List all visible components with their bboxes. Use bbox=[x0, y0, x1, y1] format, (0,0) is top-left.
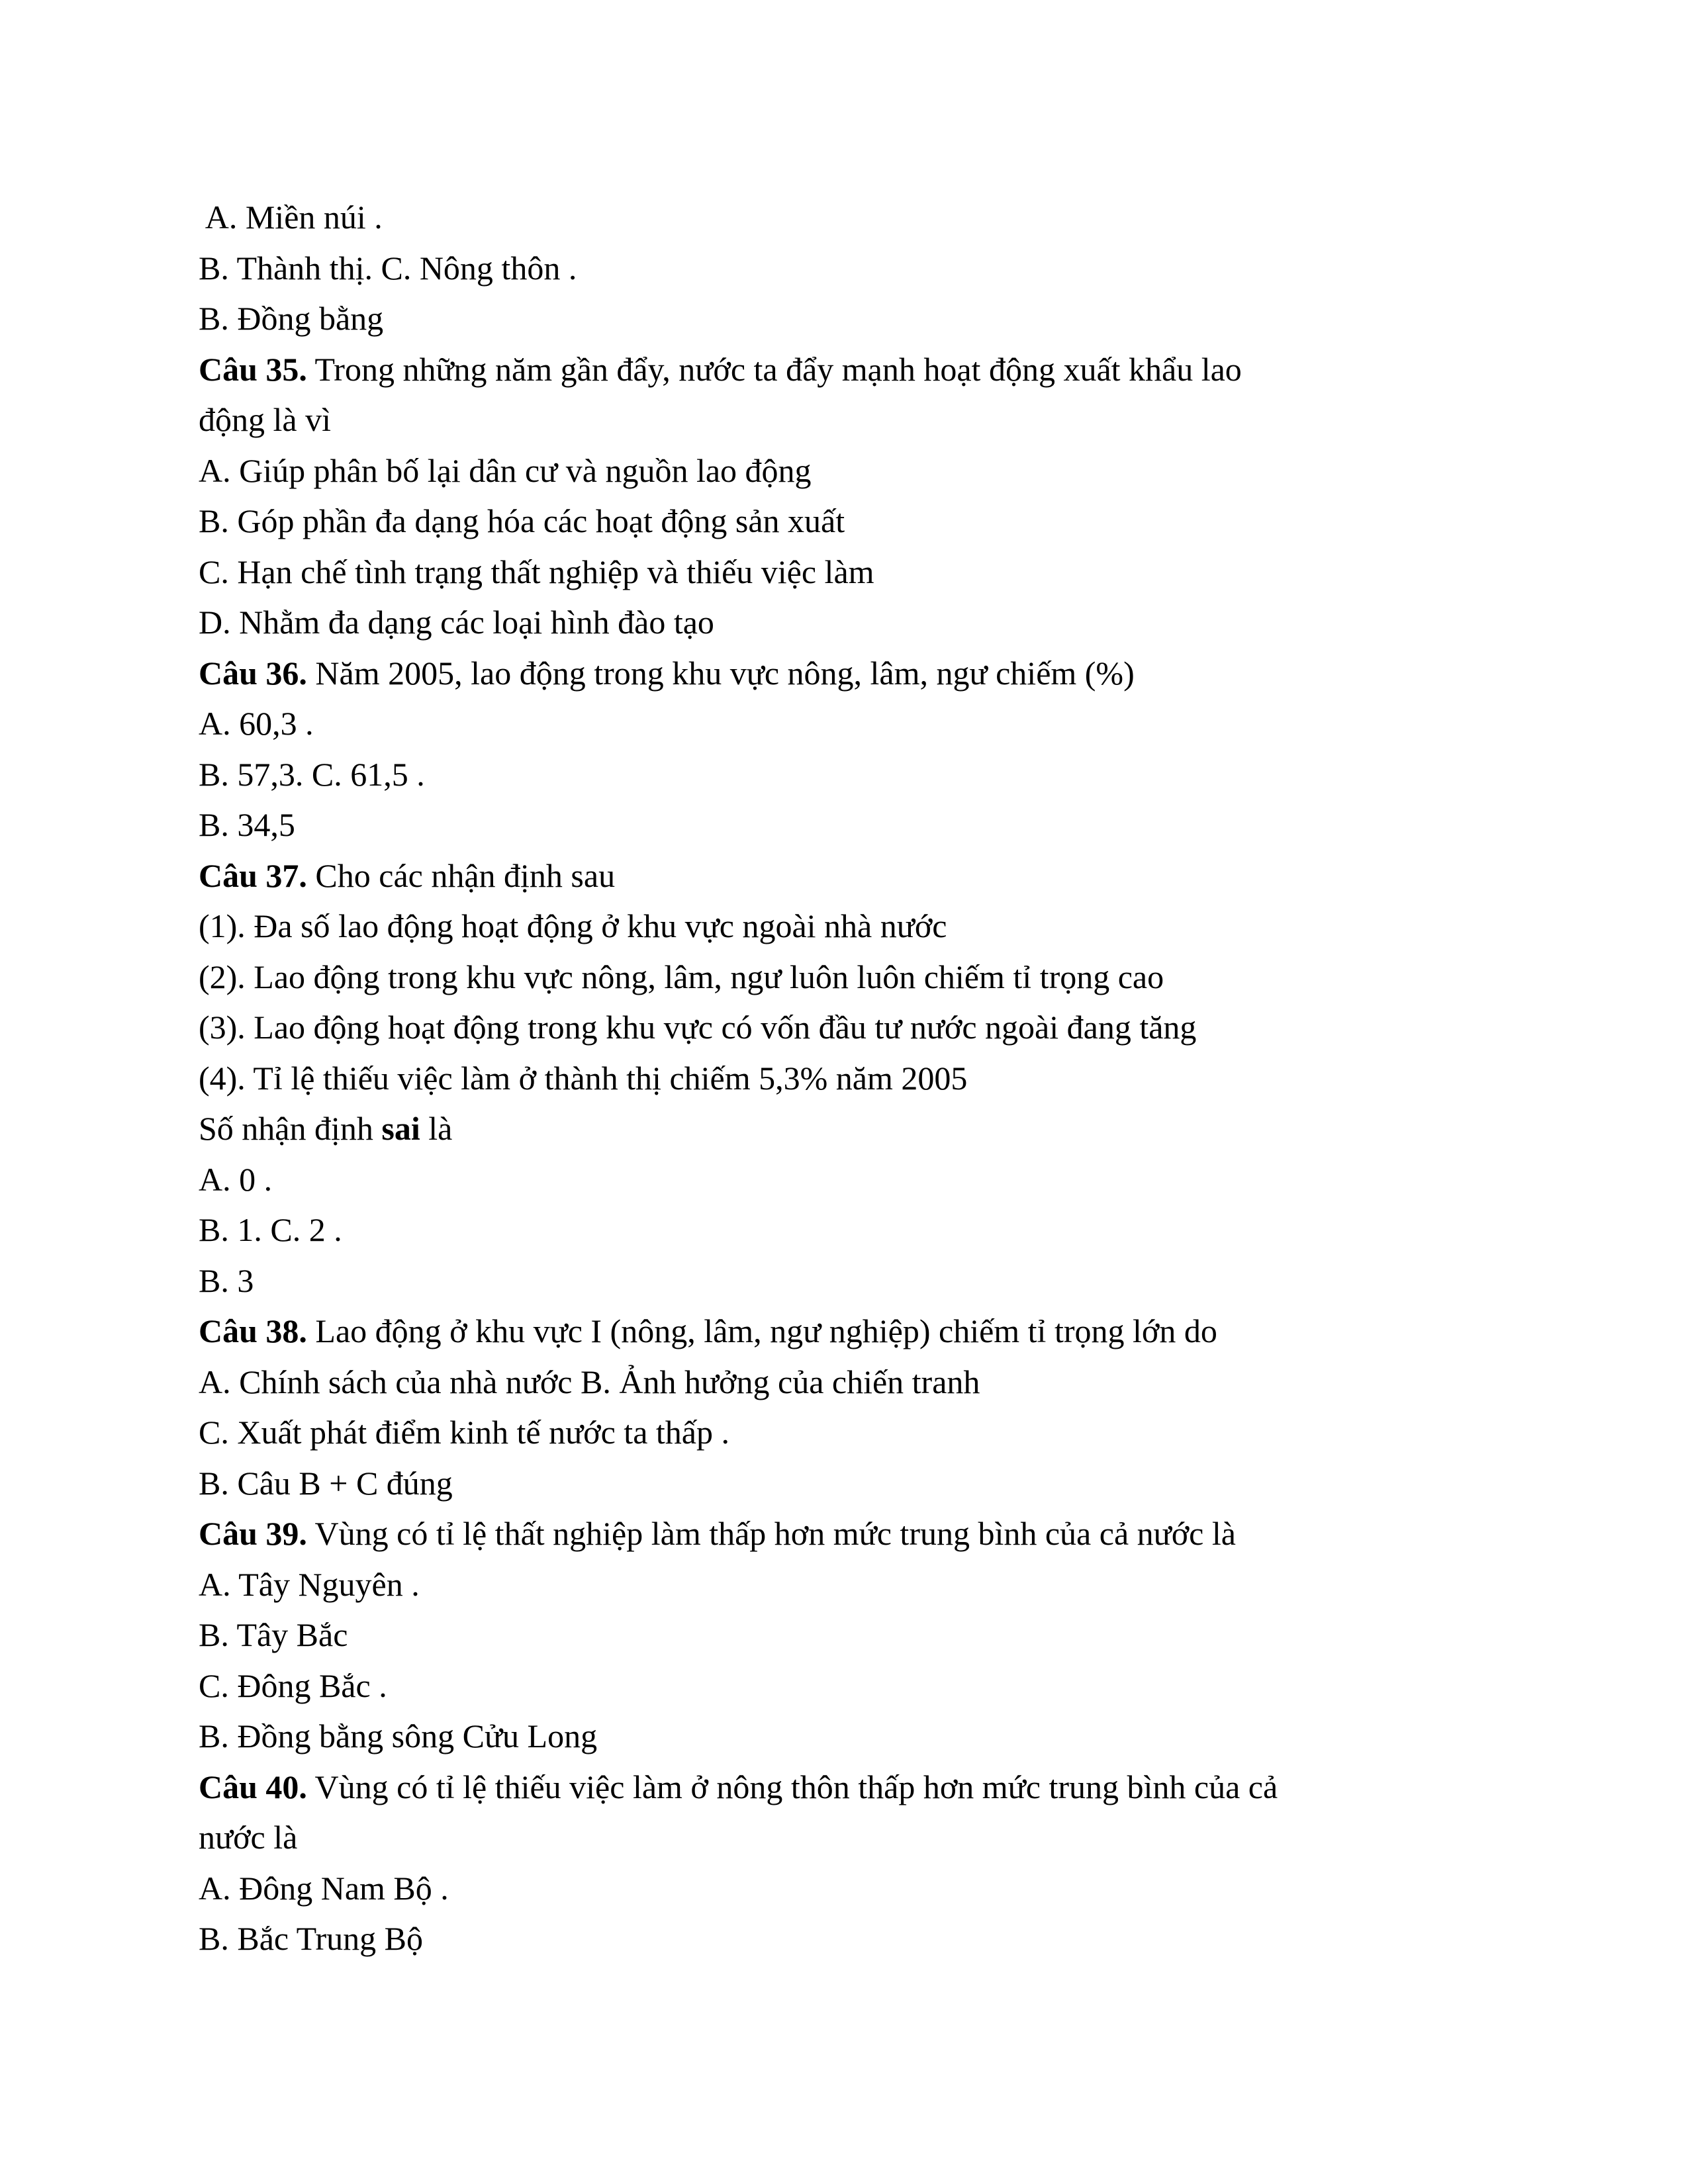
question-label: Câu 39. bbox=[199, 1515, 307, 1552]
option-line: A. 0 . bbox=[199, 1160, 273, 1198]
option-line: A. Miền núi . bbox=[199, 199, 383, 236]
option-line: A. Tây Nguyên . bbox=[199, 1565, 420, 1603]
prompt-text: Số nhận định bbox=[199, 1110, 382, 1147]
question-text: Trong những năm gần đẩy, nước ta đẩy mạnh hoạt động xuất khẩu lao bbox=[306, 350, 1242, 388]
question-35-line-1 bbox=[199, 344, 1509, 395]
question-label: Câu 35. bbox=[199, 350, 307, 388]
option-line: C. Hạn chế tình trạng thất nghiệp và thiếu việc làm bbox=[199, 553, 874, 590]
question-label: Câu 38. bbox=[199, 1312, 307, 1349]
statement-line: (2). Lao động trong khu vực nông, lâm, ngư luôn luôn chiếm tỉ trọng cao bbox=[199, 958, 1164, 995]
question-text: Lao động ở khu vực I (nông, lâm, ngư nghiệp) chiếm tỉ trọng lớn do bbox=[306, 1312, 1217, 1349]
option-line: D. Nhằm đa dạng các loại hình đào tạo bbox=[199, 604, 714, 641]
question-text: Năm 2005, lao động trong khu vực nông, lâm, ngư chiếm (%) bbox=[306, 654, 1135, 692]
option-line: A. Chính sách của nhà nước B. Ảnh hưởng của chiến tranh bbox=[199, 1363, 980, 1400]
option-line: A. 60,3 . bbox=[199, 705, 314, 742]
option-line: B. Đồng bằng sông Cửu Long bbox=[199, 1717, 598, 1754]
option-line: C. Đông Bắc . bbox=[199, 1666, 387, 1704]
statement-line: (4). Tỉ lệ thiếu việc làm ở thành thị chiếm 5,3% năm 2005 bbox=[199, 1059, 968, 1097]
question-39-line bbox=[199, 1508, 1509, 1559]
option-line: A. Đông Nam Bộ . bbox=[199, 1869, 449, 1907]
option-line: A. Giúp phân bố lại dân cư và nguồn lao động bbox=[199, 451, 812, 489]
statement-line: (1). Đa số lao động hoạt động ở khu vực ngoài nhà nước bbox=[199, 907, 947, 944]
question-37-line bbox=[199, 850, 1509, 901]
option-line: B. Tây Bắc bbox=[199, 1616, 348, 1653]
question-36-line bbox=[199, 648, 1509, 699]
question-label: Câu 37. bbox=[199, 856, 307, 894]
option-line: B. Đồng bằng bbox=[199, 300, 384, 337]
question-37-prompt bbox=[199, 1103, 1509, 1154]
prompt-emphasis: sai bbox=[381, 1110, 420, 1147]
option-line: B. Góp phần đa dạng hóa các hoạt động sản xuất bbox=[199, 502, 845, 539]
question-list bbox=[199, 192, 1509, 1964]
question-text: Vùng có tỉ lệ thất nghiệp làm thấp hơn mức trung bình của cả nước là bbox=[306, 1515, 1236, 1552]
option-line: B. 3 bbox=[199, 1261, 254, 1299]
option-line: B. 34,5 bbox=[199, 806, 295, 843]
question-label: Câu 40. bbox=[199, 1768, 307, 1805]
option-line: B. Thành thị. C. Nông thôn . bbox=[199, 249, 577, 287]
statement-line: (3). Lao động hoạt động trong khu vực có vốn đầu tư nước ngoài đang tăng bbox=[199, 1009, 1197, 1046]
question-40-line-1 bbox=[199, 1762, 1509, 1813]
option-line: B. 57,3. C. 61,5 . bbox=[199, 755, 425, 793]
question-40-line-2: nước là bbox=[199, 1819, 298, 1856]
option-line: B. 1. C. 2 . bbox=[199, 1211, 342, 1248]
prompt-text: là bbox=[420, 1110, 453, 1147]
option-line: B. Câu B + C đúng bbox=[199, 1464, 453, 1502]
question-label: Câu 36. bbox=[199, 654, 307, 692]
question-text: Vùng có tỉ lệ thiếu việc làm ở nông thôn thấp hơn mức trung bình của cả bbox=[306, 1768, 1278, 1805]
option-line: B. Bắc Trung Bộ bbox=[199, 1920, 423, 1957]
question-38-line bbox=[199, 1306, 1509, 1357]
question-text: Cho các nhận định sau bbox=[306, 856, 616, 894]
question-35-line-2: động là vì bbox=[199, 401, 331, 438]
option-line: C. Xuất phát điểm kinh tế nước ta thấp . bbox=[199, 1414, 729, 1451]
